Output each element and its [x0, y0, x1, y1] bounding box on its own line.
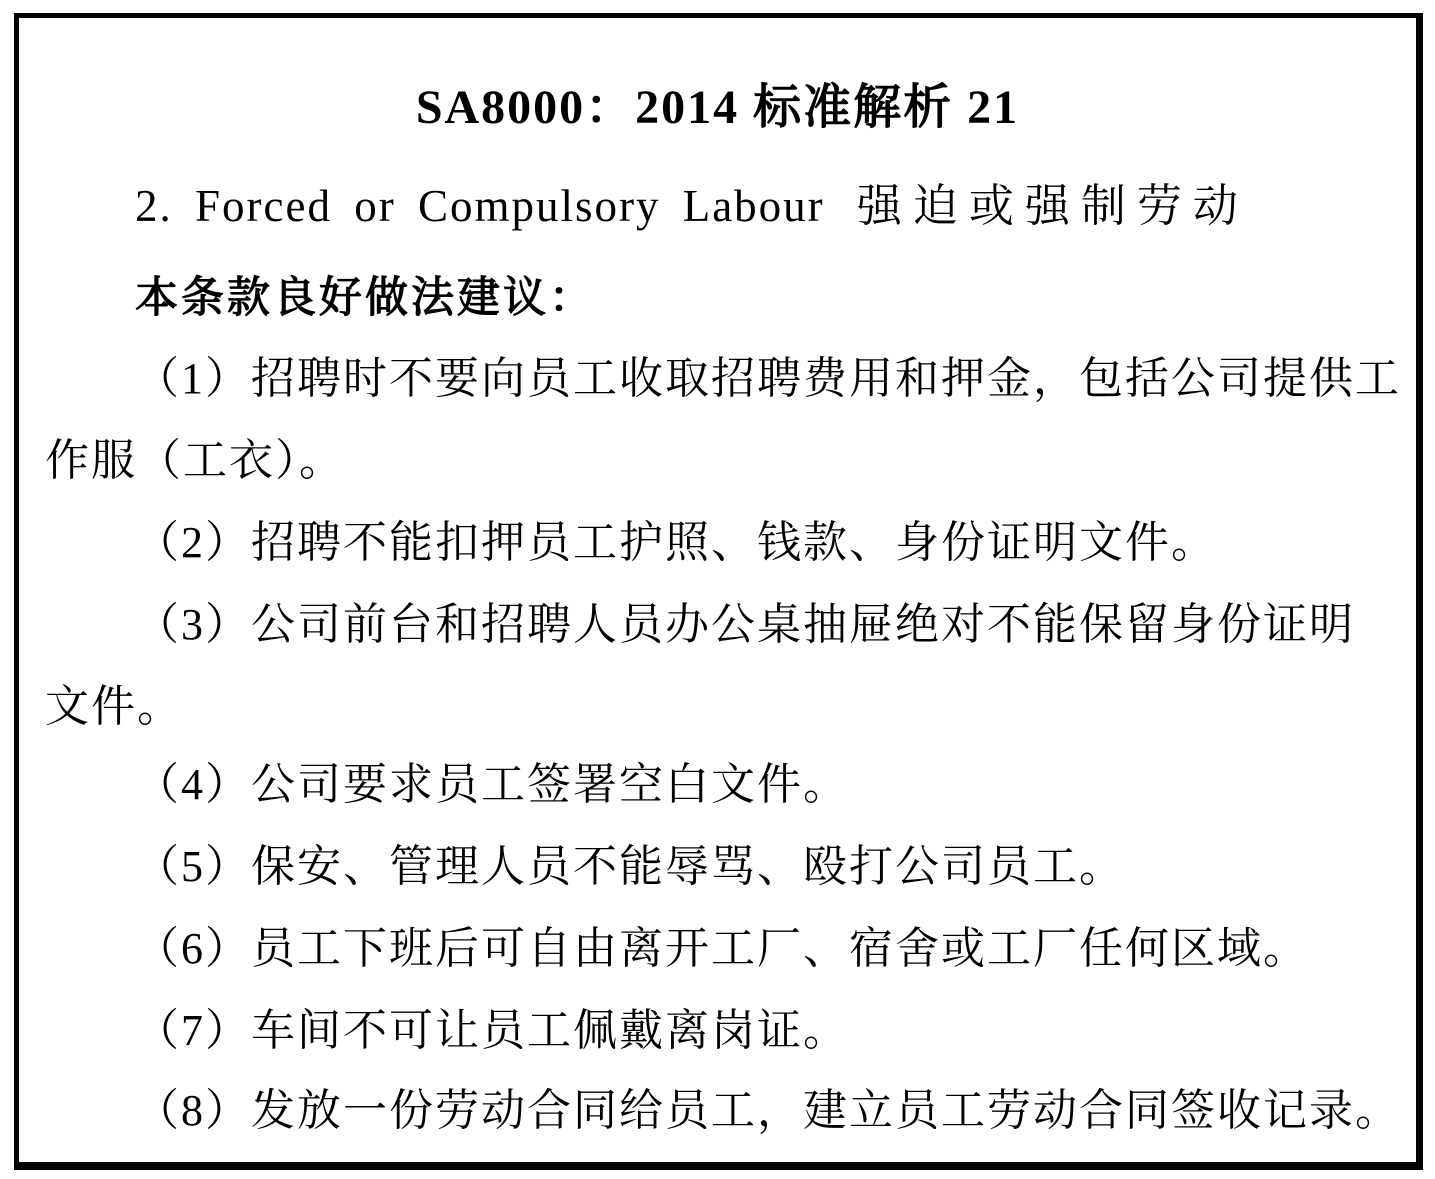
section-heading: 本条款良好做法建议：	[135, 274, 595, 322]
list-item-3-line-1: （3）公司前台和招聘人员办公桌抽屉绝对不能保留身份证明	[135, 600, 1355, 649]
list-item-1-line-2: 作服（工衣）。	[45, 436, 345, 485]
list-item-1-line-1: （1）招聘时不要向员工收取招聘费用和押金，包括公司提供工	[135, 354, 1401, 403]
clause-heading-en: 2. Forced or Compulsory Labour	[135, 181, 825, 231]
clause-heading	[135, 180, 1249, 232]
list-item-4: （4）公司要求员工签署空白文件。	[135, 760, 849, 809]
list-item-5: （5）保安、管理人员不能辱骂、殴打公司员工。	[135, 842, 1125, 891]
list-item-8: （8）发放一份劳动合同给员工，建立员工劳动合同签收记录。	[135, 1086, 1401, 1135]
list-item-3-line-2: 文件。	[45, 682, 183, 731]
list-item-2: （2）招聘不能扣押员工护照、钱款、身份证明文件。	[135, 518, 1217, 567]
list-item-6: （6）员工下班后可自由离开工厂、宿舍或工厂任何区域。	[135, 924, 1309, 973]
page-title: SA8000：2014 标准解析 21	[415, 81, 1020, 134]
list-item-7: （7）车间不可让员工佩戴离岗证。	[135, 1006, 849, 1055]
clause-heading-zh: 强迫或强制劳动	[856, 181, 1249, 231]
